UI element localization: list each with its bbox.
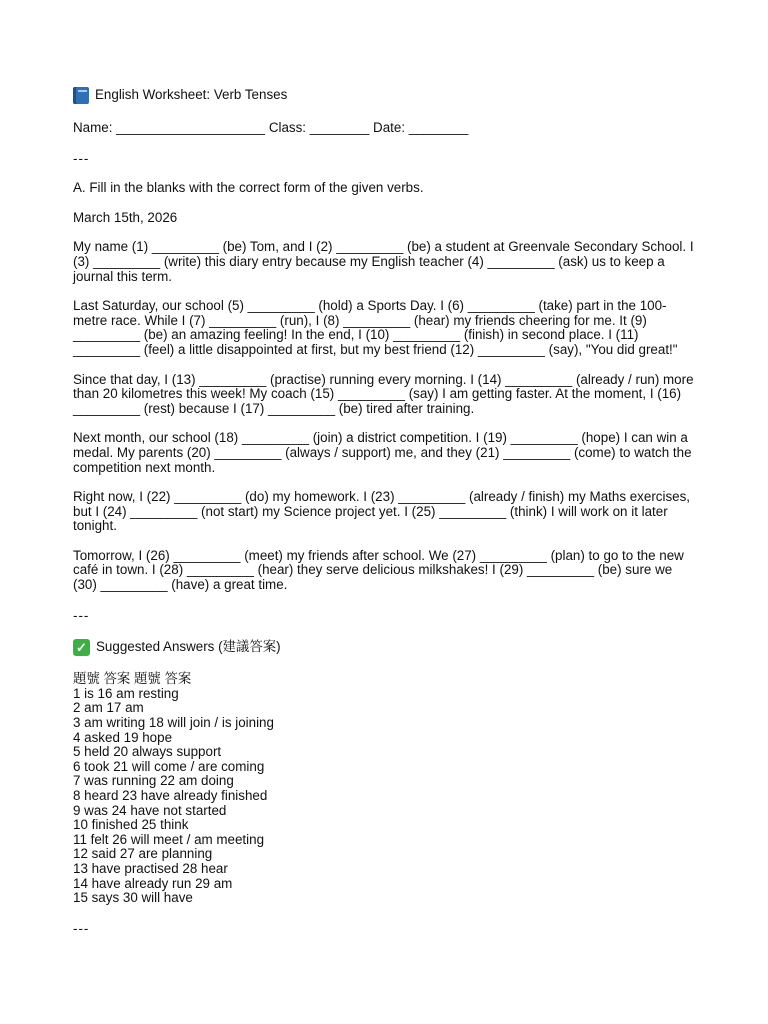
- answer-row: 15 says 30 will have: [73, 890, 193, 906]
- divider-3: ---: [73, 920, 90, 936]
- answer-row: 13 have practised 28 hear: [73, 860, 228, 876]
- answers-title-row: [73, 639, 695, 656]
- answer-row: 2 am 17 am: [73, 700, 144, 716]
- answer-row: 7 was running 22 am doing: [73, 773, 234, 789]
- worksheet-title-row: [73, 87, 695, 104]
- answers-list: [73, 687, 695, 906]
- answer-row: 1 is 16 am resting: [73, 685, 179, 701]
- paragraph-4: Next month, our school (18) _________ (join) a district competition. I (19) _________ (hope) I can win a medal. My parents (20) _________ (always / support) me, and they (21) _________ (come) to watch the competition next month.: [73, 430, 692, 475]
- answer-row: 5 held 20 always support: [73, 744, 222, 760]
- section-a-instruction: A. Fill in the blanks with the correct form of the given verbs.: [73, 180, 424, 196]
- paragraph-5: Right now, I (22) _________ (do) my homework. I (23) _________ (already / finish) my Maths exercises, but I (24) _________ (not start) my Science project yet. I (25) _________ (think) I will work on it later tonight.: [73, 489, 691, 534]
- paragraph-1: My name (1) _________ (be) Tom, and I (2) _________ (be) a student at Greenvale Secondary School. I (3) _________ (write) this diary entry because my English teacher (4) _________ (ask) us to keep a journal this term.: [73, 239, 694, 284]
- answer-row: 3 am writing 18 will join / is joining: [73, 715, 274, 731]
- divider-2: ---: [73, 607, 90, 623]
- paragraph-6: Tomorrow, I (26) _________ (meet) my friends after school. We (27) _________ (plan) to go to the new café in town. I (28) _________ (hear) they serve delicious milkshakes! I (29) _________ (be) sure we (30) _________ (have) a great time.: [73, 547, 684, 593]
- answer-row: 9 was 24 have not started: [73, 802, 227, 818]
- answer-row: 11 felt 26 will meet / am meeting: [73, 831, 265, 847]
- name-class-date-line: Name: ____________________ Class: ________ Date: ________: [73, 120, 469, 135]
- diary-date: March 15th, 2026: [73, 209, 178, 225]
- check-mark-icon: ✓: [73, 639, 90, 656]
- worksheet-content: [73, 87, 695, 936]
- worksheet-title: English Worksheet: Verb Tenses: [95, 87, 288, 103]
- answer-row: 12 said 27 are planning: [73, 846, 213, 862]
- answer-row: 4 asked 19 hope: [73, 729, 173, 745]
- answer-row: 14 have already run 29 am: [73, 875, 233, 891]
- paragraph-2: Last Saturday, our school (5) _________ (hold) a Sports Day. I (6) _________ (take) part in the 100-metre race. While I (7) _________ (run), I (8) _________ (hear) my friends cheering for me. It (9) _________ (be) an amazing feeling! In the end, I (10) _________ (finish) in second place. I (11) _________ (feel) a little disappointed at first, but my best friend (12) _________ (say), "You did great!": [73, 298, 678, 357]
- answers-header: 題號 答案 題號 答案: [73, 671, 192, 687]
- answers-title: Suggested Answers (建議答案): [96, 639, 281, 655]
- answer-row: 10 finished 25 think: [73, 817, 189, 833]
- answer-row: 6 took 21 will come / are coming: [73, 758, 265, 774]
- blue-book-icon: [73, 87, 89, 104]
- paragraph-3: Since that day, I (13) _________ (practise) running every morning. I (14) _________ (already / run) more than 20 kilometres this week! My coach (15) _________ (say) I am getting faster. At the moment, I (16) _________ (rest) because I (17) _________ (be) tired after training.: [73, 371, 694, 416]
- answer-row: 8 heard 23 have already finished: [73, 788, 268, 803]
- divider-1: ---: [73, 150, 90, 166]
